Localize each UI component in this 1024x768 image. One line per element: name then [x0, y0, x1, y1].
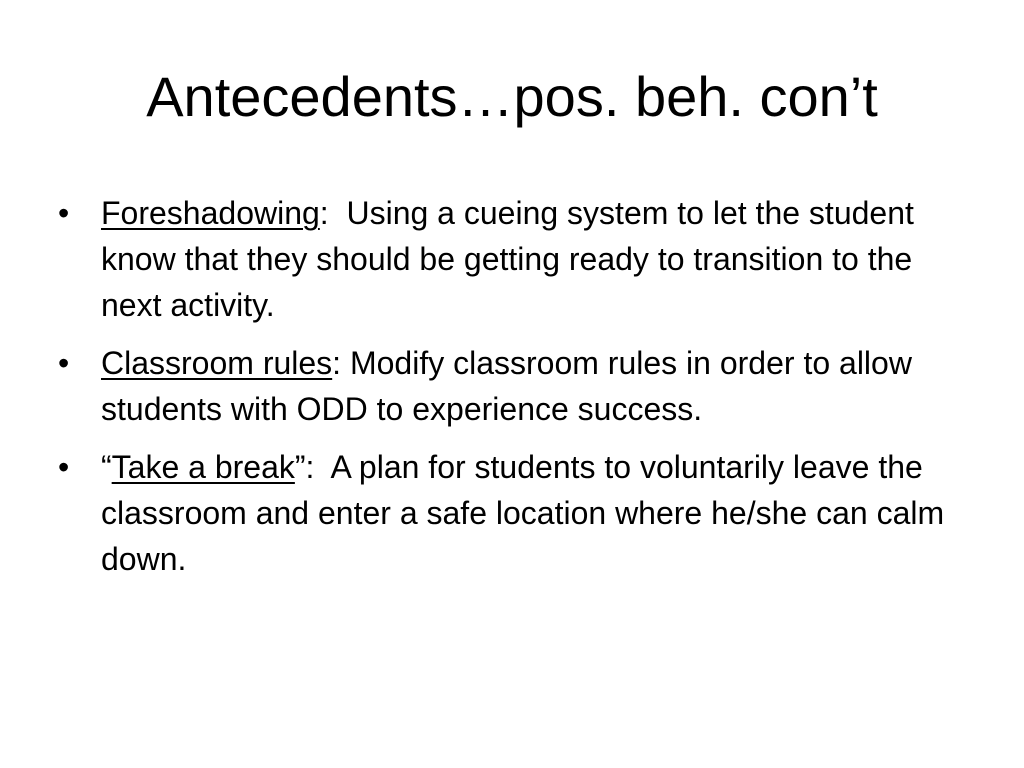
slide-title: Antecedents…pos. beh. con’t	[146, 65, 878, 128]
bullet-icon: •	[58, 195, 70, 231]
bullet-prefix: “	[101, 449, 112, 485]
bullet-item-take-a-break	[58, 444, 968, 582]
bullet-term: Take a break	[111, 449, 295, 485]
bullet-item-classroom-rules	[58, 340, 968, 432]
bullet-term: Classroom rules	[101, 345, 333, 381]
bullet-separator: :	[319, 195, 329, 231]
bullet-text: A plan for students to voluntarily leave the classroom and enter a safe location where he/she can calm down.	[101, 449, 954, 577]
bullet-term: Foreshadowing	[101, 195, 320, 231]
bullet-separator: :	[332, 345, 342, 381]
bullet-text: Modify classroom rules in order to allow students with ODD to experience success.	[101, 345, 921, 427]
bullet-separator: ”:	[294, 449, 315, 485]
bullet-text: Using a cueing system to let the student know that they should be getting ready to transition to the next activity.	[101, 195, 923, 323]
bullet-item-foreshadowing	[58, 190, 968, 328]
bullet-icon: •	[58, 449, 70, 485]
bullet-list	[58, 190, 968, 594]
bullet-icon: •	[58, 345, 70, 381]
